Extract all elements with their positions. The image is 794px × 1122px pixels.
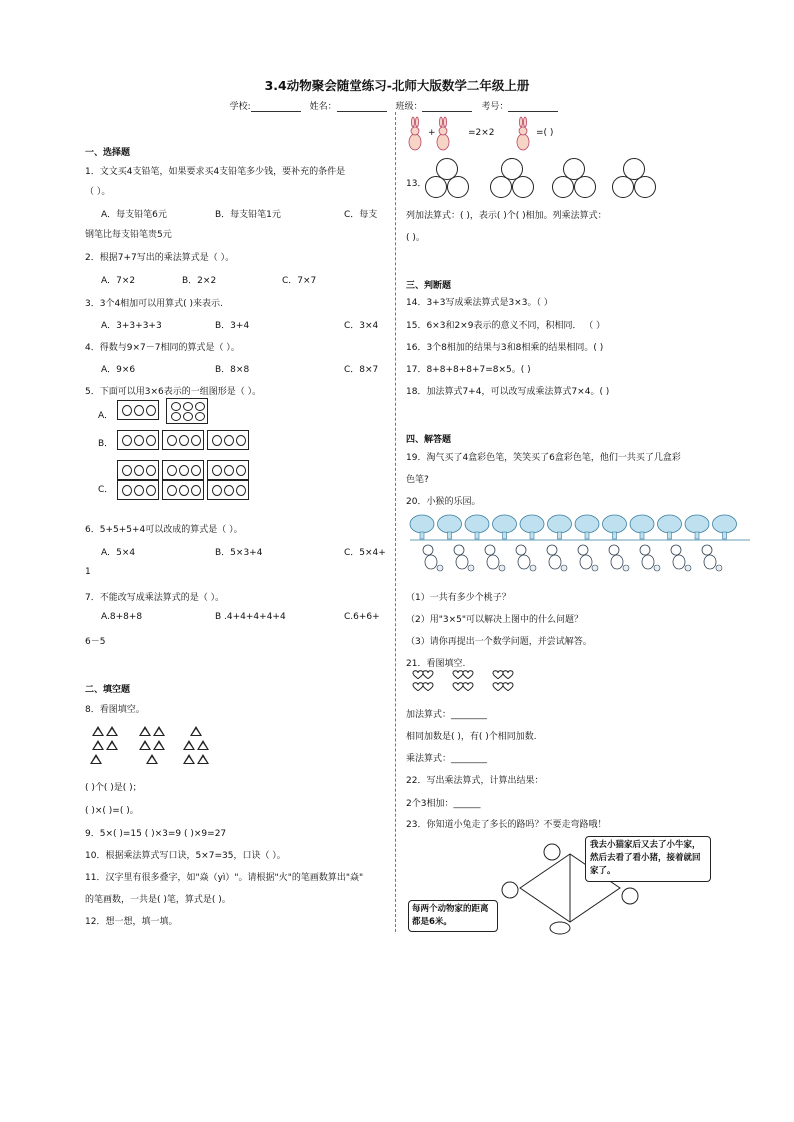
rabbit-home-icon [544,844,560,860]
q21-line3: 乘法算式：________ [406,754,488,764]
q6-option-c[interactable]: C．5×4+ [344,548,386,558]
q1-text-cont: （ ）。 [85,187,111,197]
dot-box [166,398,208,424]
q14-text: 14．3+3写成乘法算式是3×3。（ ） [406,298,553,308]
tree-icon [438,515,462,539]
tree-icon [493,515,517,539]
bubble-text-note: 每两个动物家的距离都是6米。 [412,904,489,927]
tree-icon [685,515,709,539]
q6-option-b[interactable]: B．5×3+4 [215,548,263,558]
box-hole [195,402,205,411]
triangle-shape [139,726,151,736]
triangle-shape [190,726,202,736]
q15-text: 15．6×3和2×9表示的意义不同，积相同． （ ） [406,321,606,331]
box-hole [179,485,189,496]
heart-icon [503,683,513,691]
circle-shape [490,176,512,198]
q4-option-a[interactable]: A．9×6 [101,365,136,375]
q19-text-cont: 色笔? [406,475,429,485]
box-hole [224,485,234,496]
heart-icon [463,683,473,691]
speech-bubble-rabbit [585,836,711,882]
q9-text: 9．5×( )=15 ( )×3=9 ( )×9=27 [85,829,227,839]
box-hole [179,435,189,446]
q21-text: 21．看图填空. [406,659,466,669]
q13-line2: ( )。 [406,233,425,243]
q13-line1: 列加法算式：( )，表示( )个( )相加。列乘法算式： [406,211,607,221]
q2-option-b[interactable]: B．2×2 [182,276,217,286]
circle-shape [574,176,596,198]
q11-text: 11．汉字里有很多叠字，如"焱（yì）"。请根据"火"的笔画数算出"焱" [85,873,364,883]
circle-shape [634,176,656,198]
dot-box [117,430,159,450]
monkey-icon [454,545,474,571]
exam-no-blank[interactable] [508,101,558,112]
heart-icon [463,671,473,679]
heart-icon [423,671,433,679]
box-hole [134,485,144,496]
triangle-shape [197,740,209,750]
monkey-icon [640,545,660,571]
q3-option-c[interactable]: C．3×4 [344,321,379,331]
box-hole [224,465,234,476]
q6-option-a[interactable]: A．5×4 [101,548,136,558]
monkey-icon [423,545,443,571]
box-hole [167,435,177,446]
dot-box [207,480,249,500]
tree-icon [465,515,489,539]
speech-bubble-note [408,900,498,932]
q13-label: 13． [406,179,427,189]
section-answer-heading: 四、解答题 [406,435,452,445]
page-title: 3.4动物聚会随堂练习-北师大版数学二年级上册 [264,78,530,93]
hearts-svg [412,670,522,700]
circle-shape [447,176,469,198]
park-svg [410,514,750,584]
column-divider [395,112,397,932]
q5-option-b[interactable]: B． [98,439,114,449]
monkey-icon [609,545,629,571]
box-hole [146,465,156,476]
triangle-shape [183,740,195,750]
q17-text: 17．8+8+8+8+7=8×5。( ) [406,365,531,375]
q1-option-c-cont: 钢笔比每支铅笔贵5元 [85,230,172,240]
q12-text: 12．想一想，填一填。 [85,917,178,927]
dot-box [117,480,159,500]
box-hole [171,412,181,421]
box-hole [191,465,201,476]
box-hole [212,485,222,496]
q7-option-c-cont: 6－5 [85,637,106,647]
tree-icon [520,515,544,539]
box-hole [183,412,193,421]
box-hole [134,405,144,416]
q22-text: 22．写出乘法算式，计算出结果： [406,776,544,786]
dot-box [207,460,249,480]
dot-box [162,480,204,500]
monkey-icon [516,545,536,571]
heart-icon [503,671,513,679]
triangle-shape [106,740,118,750]
q2-text: 2．根据7+7写出的乘法算式是（ ）。 [85,253,235,263]
monkey-icon [578,545,598,571]
q8-line1: ( )个( )是( )； [85,783,142,793]
q10-text: 10．根据乘法算式写口诀，5×7=35，口诀（ ）。 [85,851,286,861]
rabbit-icon [409,117,421,150]
q20-part3: （3）请你再提出一个数学问题，并尝试解答。 [406,637,592,647]
tree-icon [410,515,434,539]
monkey-icon [485,545,505,571]
triangle-shape [90,754,102,764]
q8-line2: ( )×( )=( )。 [85,806,139,816]
box-hole [167,485,177,496]
q21-line2: 相同加数是( )，有( )个相同加数. [406,732,537,742]
q20-part1: （1）一共有多少个桃子？ [406,593,511,603]
heart-icon [413,683,423,691]
name-blank[interactable] [337,101,387,112]
triangle-shape [197,754,209,764]
q2-option-a[interactable]: A．7×2 [101,276,136,286]
exam-no-label: 考号： [481,102,509,112]
triangle-shape [183,754,195,764]
dot-box [162,430,204,450]
box-hole [183,402,193,411]
q5-option-c[interactable]: C． [98,485,114,495]
triangle-shape [92,726,104,736]
circle-shape [512,176,534,198]
box-hole [179,465,189,476]
dot-box [162,460,204,480]
box-hole [191,485,201,496]
dot-box [117,400,159,420]
q1-text: 1．文文买4支铅笔，如果要求买4支铅笔多少钱，要补充的条件是 [85,167,346,177]
monkey-icon [702,545,722,571]
triangle-shape [139,740,151,750]
q4-option-c[interactable]: C．8×7 [344,365,379,375]
q11-text-cont: 的笔画数，一共是( )笔，算式是( )。 [85,895,231,905]
q3-option-b[interactable]: B．3+4 [215,321,250,331]
q7-option-a[interactable]: A.8+8+8 [101,612,143,622]
circle-shape [552,176,574,198]
box-hole [146,485,156,496]
student-info-line [0,99,794,112]
box-hole [146,435,156,446]
heart-icon [453,683,463,691]
q20-part2: （2）用"3×5"可以解决上图中的什么问题？ [406,615,583,625]
q3-option-a[interactable]: A．3+3+3+3 [101,321,162,331]
heart-icon [453,671,463,679]
q12-eq2[interactable]: =( ) [536,128,554,138]
box-hole [236,485,246,496]
q1-option-b[interactable]: B．每支铅笔1元 [215,210,281,220]
q8-text: 8．看图填空。 [85,705,145,715]
q18-text: 18．加法算式7+4，可以改写成乘法算式7×4。( ) [406,387,610,397]
dot-box [207,430,249,450]
school-label: 学校: [229,102,251,112]
triangle-shape [146,754,158,764]
box-hole [236,465,246,476]
box-hole [122,485,132,496]
class-blank[interactable] [422,101,472,112]
q2-option-c[interactable]: C．7×7 [282,276,317,286]
pig-home-icon [622,888,638,904]
heart-icon [423,683,433,691]
heart-icon [493,683,503,691]
q3-text: 3．3个4相加可以用算式( )来表示. [85,299,223,309]
box-hole [236,435,246,446]
tree-icon [658,515,682,539]
q4-text: 4．得数与9×7－7相同的算式是（ ）。 [85,343,240,353]
q6-text: 6．5+5+5+4可以改成的算式是（ ）。 [85,525,243,535]
school-blank[interactable] [251,101,301,112]
box-hole [134,465,144,476]
q22-line1: 2个3相加：______ [406,799,481,809]
heart-icon [493,671,503,679]
box-hole [195,412,205,421]
tree-icon [713,515,737,539]
q19-text: 19．淘气买了4盒彩色笔，笑笑买了6盒彩色笔，他们一共买了几盒彩 [406,453,681,463]
heart-icon [413,671,423,679]
class-label: 班级： [395,102,423,112]
triangle-shape [153,740,165,750]
q20-text: 20．小猴的乐园。 [406,497,481,507]
triangle-shape [153,726,165,736]
tree-icon [575,515,599,539]
q7-text: 7．不能改写成乘法算式的是（ ）。 [85,593,225,603]
q12-eq1: =2×2 [468,128,495,138]
box-hole [212,465,222,476]
rabbit-icon [437,117,449,150]
section-fill-heading: 二、填空题 [85,685,131,695]
q7-option-b[interactable]: B .4+4+4+4+4 [215,612,286,622]
q1-option-c[interactable]: C．每支 [344,210,378,220]
q4-option-b[interactable]: B．8×8 [215,365,250,375]
box-hole [212,435,222,446]
tree-icon [603,515,627,539]
tree-icon [630,515,654,539]
q21-line1: 加法算式：________ [406,710,488,720]
triangle-shape [106,726,118,736]
circle-shape [425,176,447,198]
bubble-text-rabbit: 我去小猫家后又去了小牛家，然后去看了看小猪，接着就回家了。 [590,840,701,876]
q7-option-c[interactable]: C.6+6+ [344,612,380,622]
box-hole [191,435,201,446]
monkey-icon [671,545,691,571]
tree-icon [548,515,572,539]
box-hole [122,435,132,446]
q1-option-a[interactable]: A．每支铅笔6元 [101,210,167,220]
box-hole [122,405,132,416]
name-label: 姓名： [309,102,337,112]
circle-shape [612,176,634,198]
q5-option-a[interactable]: A． [98,411,114,421]
q5-text: 5．下面可以用3×6表示的一组图形是（ ）。 [85,387,262,397]
monkey-icon [547,545,567,571]
q23-text: 23．你知道小兔走了多长的路吗？不要走弯路哦！ [406,820,607,830]
box-hole [171,402,181,411]
q16-text: 16．3个8相加的结果与3和8相乘的结果相同。( ) [406,343,604,353]
triangle-shape [92,740,104,750]
dot-box [117,460,159,480]
box-hole [134,435,144,446]
box-hole [224,435,234,446]
cow-home-icon [550,922,570,934]
rabbit-icon [517,117,529,150]
box-hole [167,465,177,476]
q6-option-c-cont: 1 [85,567,91,577]
q12-plus: + [428,128,436,138]
section-choice-heading: 一、选择题 [85,148,131,158]
box-hole [146,405,156,416]
section-judge-heading: 三、判断题 [406,281,452,291]
cat-home-icon [502,882,518,898]
box-hole [122,465,132,476]
